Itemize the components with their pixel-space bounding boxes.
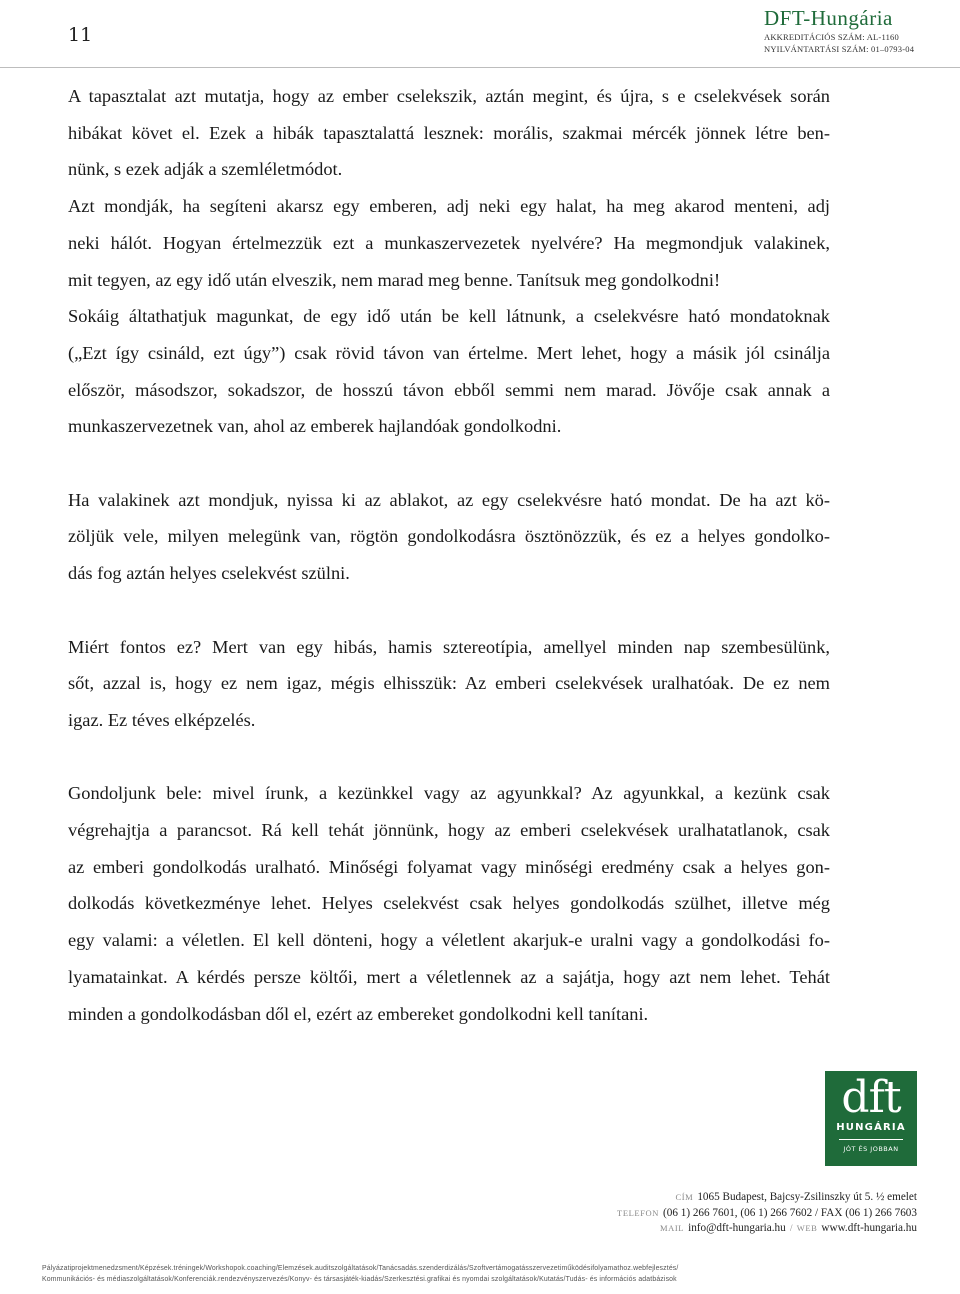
text-line: minden a gondolkodásban dől el, ezért az embereket gondolkodni kell tanítani. <box>68 1003 649 1024</box>
paragraph-4 <box>68 775 830 1032</box>
text-line: munkaszervezetnek van, ahol az emberek hajlandóak gondolkodni. <box>68 416 562 437</box>
text-line: lyamatainkat. A kérdés persze költői, mert a véletlennek az a sajátja, hogy azt nem lehet. Tehát <box>68 966 830 987</box>
org-header <box>764 6 914 55</box>
text-line: igaz. Ez téves elképzelés. <box>68 709 256 730</box>
dft-hungaria-logo <box>825 1071 917 1166</box>
text-line: először, másodszor, sokadszor, de hosszú távon ebből semmi nem marad. Jövője csak annak a <box>68 379 830 400</box>
services-line: Pályázatiprojektmenedzsment/Képzések.tréningek/Workshopok.coaching/Elemzések.auditszolgáltatások/Tanácsadás.szenderdizálás/Szoftvertámogatásszervezetiműködésifolyamathoz.webfejlesztés/ <box>42 1265 679 1272</box>
text-line: hibákat követ el. Ezek a hibák tapasztalattá lesznek: morális, szakmai mércék jönnek létre ben- <box>68 122 830 143</box>
mail-web-line <box>617 1221 917 1237</box>
services-footer <box>42 1263 918 1285</box>
registration-number: NYILVÁNTARTÁSI SZÁM: 01–0793-04 <box>764 44 915 54</box>
text-line: dolkodás következménye lehet. Helyes cselekvést csak helyes gondolkodás szülhet, illetve még <box>68 893 830 914</box>
paragraph-1 <box>68 78 830 445</box>
paragraph-3 <box>68 629 830 739</box>
mail-link[interactable]: info@dft-hungaria.hu <box>688 1222 786 1234</box>
phone-label: TELEFON <box>617 1207 660 1218</box>
text-line: neki hálót. Hogyan értelmezzük ezt a munkaszervezetek nyelvére? Ha megmondjuk valakinek, <box>68 232 830 253</box>
web-label: WEB <box>796 1223 818 1233</box>
mail-label: MAIL <box>659 1223 685 1233</box>
text-line: mit tegyen, az egy idő után elveszik, nem marad meg benne. Tanítsuk meg gondolkodni! <box>68 269 721 290</box>
logo-divider <box>839 1139 903 1140</box>
phone-value: (06 1) 266 7601, (06 1) 266 7602 / FAX (06 1) 266 7603 <box>663 1206 917 1219</box>
text-line: végrehajtja a parancsot. Rá kell tehát jönnünk, hogy az emberi cselekvések uralhatatlanok, csak <box>68 820 830 841</box>
text-line: A tapasztalat azt mutatja, hogy az ember cselekszik, aztán megint, és újra, s e cselekvések során <box>68 86 830 106</box>
services-line: Kommunikációs- és médiaszolgáltatások/Konferenciák.rendezvényszervezés/Konyv- és társasjáték-kiadás/Szerkesztési.grafikai és nyomdai szolgáltatások/Kutatás/Tudás- és információs adatbázisok <box>42 1276 677 1283</box>
text-line: Gondoljunk bele: mivel írunk, a kezünkkel vagy az agyunkkal? Az agyunkkal, a kezünk csak <box>68 783 830 804</box>
text-line: nünk, s ezek adják a szemléletmódot. <box>68 159 343 180</box>
text-line: az emberi gondolkodás uralható. Minőségi folyamat vagy minőségi eredmény csak a helyes gon- <box>68 856 830 877</box>
paragraph-2 <box>68 482 830 592</box>
text-line: Sokáig áltathatjuk magunkat, de egy idő után be kell látnunk, a cselekvésre ható mondatoknak <box>68 306 830 327</box>
text-line: Miért fontos ez? Mert van egy hibás, hamis sztereotípia, amellyel minden nap szembesülünk, <box>68 636 830 657</box>
logo-tagline: JÓT ÉS JOBBAN <box>843 1145 899 1153</box>
document-body <box>68 78 830 1032</box>
logo-subtitle: HUNGÁRIA <box>836 1122 906 1133</box>
org-name: DFT-Hungária <box>764 6 893 30</box>
separator: / <box>787 1223 795 1233</box>
text-line: egy valami: a véletlen. El kell dönteni, hogy a véletlent akarjuk-e uralni vagy a gondolkodási fo- <box>68 930 830 951</box>
text-line: („Ezt így csináld, ezt úgy”) csak rövid távon van értelme. Mert lehet, hogy a másik jól csinálja <box>68 342 830 363</box>
logo-wordmark: dft <box>841 1072 901 1123</box>
text-line: Azt mondják, ha segíteni akarsz egy emberen, adj neki egy halat, ha meg akarod menteni, adj <box>68 196 830 217</box>
phone-line <box>617 1206 917 1222</box>
text-line: Ha valakinek azt mondjuk, nyissa ki az ablakot, az egy cselekvésre ható mondat. De ha azt kö- <box>68 489 830 510</box>
address-label: CÍM <box>675 1192 694 1202</box>
address-value: 1065 Budapest, Bajcsy-Zsilinszky út 5. ½ emelet <box>697 1191 917 1203</box>
text-line: dás fog aztán helyes cselekvést szülni. <box>68 563 350 584</box>
web-link[interactable]: www.dft-hungaria.hu <box>821 1222 917 1234</box>
contact-block <box>617 1190 917 1237</box>
header-divider <box>0 67 960 68</box>
address-line <box>617 1190 917 1206</box>
page-number: 11 <box>68 24 93 46</box>
text-line: sőt, azzal is, hogy ez nem igaz, mégis elhisszük: Az emberi cselekvések uralhatóak. De ez nem <box>68 673 830 694</box>
text-line: zöljük vele, milyen melegünk van, rögtön gondolkodásra ösztönözzük, és ez a helyes gondolko- <box>68 526 830 547</box>
accreditation-number: AKKREDITÁCIÓS SZÁM: AL-1160 <box>764 32 899 42</box>
